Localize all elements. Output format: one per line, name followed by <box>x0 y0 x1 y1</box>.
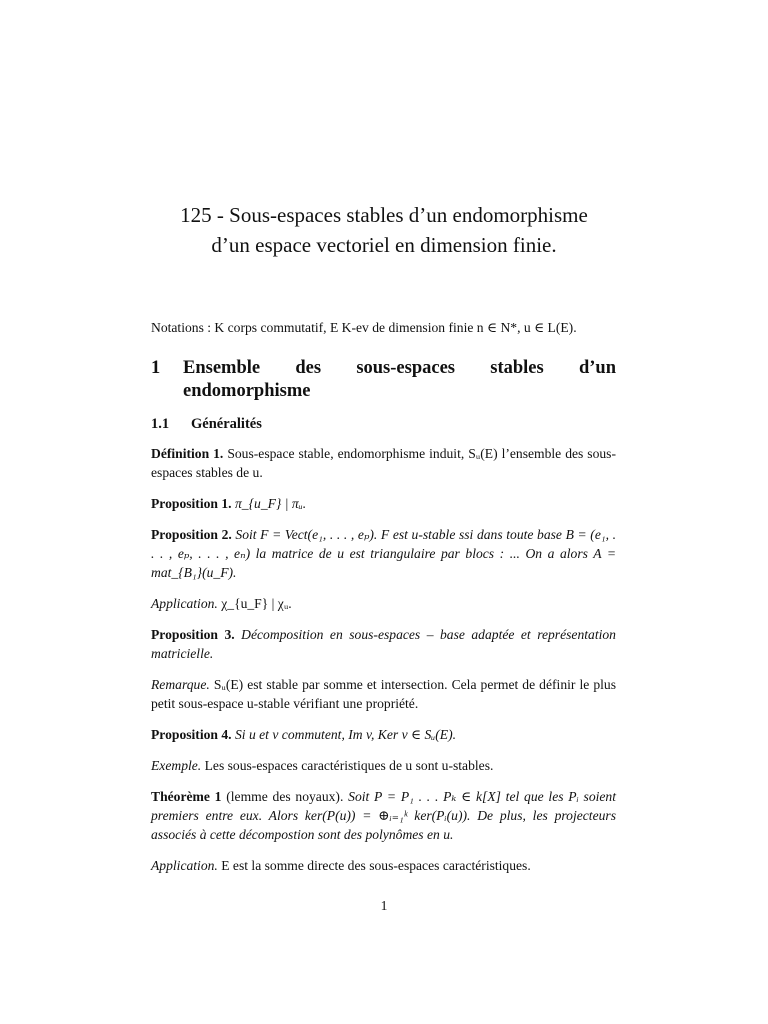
subsection-number: 1.1 <box>151 416 170 432</box>
title-line-1: 125 - Sous-espaces stables d’un endomorphisme <box>180 203 588 227</box>
item-label: Proposition 3. <box>151 627 235 642</box>
item-body: χ_{u_F} | χᵤ. <box>221 596 292 611</box>
proposition-1 <box>151 494 616 513</box>
theorem-1 <box>151 787 616 844</box>
item-body: Soit F = Vect(e₁, . . . , eₚ). F est u-stable ssi dans toute base B = (e₁, . . . , eₚ, . . . , eₙ) la matrice de u est triangulaire par blocs : ... On a alors A = mat_{B₁}(u_F). <box>151 527 616 580</box>
item-label: Exemple. <box>151 758 202 773</box>
item-body: Décomposition en sous-espaces – base adaptée et représentation matricielle. <box>151 627 616 661</box>
item-body: E est la somme directe des sous-espaces caractéristiques. <box>221 858 531 873</box>
proposition-2 <box>151 525 616 582</box>
item-body: Sᵤ(E) est stable par somme et intersection. Cela permet de définir le plus petit sous-espace u-stable vérifiant une propriété. <box>151 677 616 711</box>
application-1 <box>151 594 616 613</box>
remarque <box>151 675 616 713</box>
item-label: Théorème 1 <box>151 789 222 804</box>
title-line-2: d’un espace vectoriel en dimension finie. <box>211 233 557 257</box>
exemple <box>151 756 616 775</box>
proposition-3 <box>151 625 616 663</box>
item-label: Remarque. <box>151 677 210 692</box>
application-2 <box>151 856 616 875</box>
item-body: Soit P = P₁ . . . Pₖ ∈ k[X] tel que les Pᵢ soient premiers entre eux. Alors ker(P(u)) = ⊕ᵢ₌₁ᵏ ker(Pᵢ(u)). De plus, les projecteurs associés à cette décompostion sont des polynômes en u. <box>151 789 616 842</box>
item-label: Définition 1. <box>151 446 224 461</box>
item-label: Proposition 4. <box>151 727 232 742</box>
section-heading <box>151 357 616 403</box>
item-label: Application. <box>151 858 218 873</box>
item-label: Application. <box>151 596 218 611</box>
document-body <box>151 318 616 887</box>
item-label: Proposition 2. <box>151 527 232 542</box>
item-note: (lemme des noyaux). <box>226 789 344 804</box>
page-number: 1 <box>380 898 388 913</box>
item-body: Si u et v commutent, Im v, Ker v ∈ Sᵤ(E). <box>234 727 457 742</box>
section-title: Ensemble des sous-espaces stables d’un endomorphisme <box>183 358 616 401</box>
subsection-heading <box>151 415 616 434</box>
item-body: Les sous-espaces caractéristiques de u sont u-stables. <box>204 758 494 773</box>
section-number: 1 <box>151 358 161 378</box>
document-title <box>120 200 648 260</box>
subsection-title: Généralités <box>191 416 262 432</box>
item-body: π_{u_F} | πᵤ. <box>234 496 307 511</box>
definition-1 <box>151 444 616 482</box>
proposition-4 <box>151 725 616 744</box>
notations-paragraph: Notations : K corps commutatif, E K-ev de dimension finie n ∈ N*, u ∈ L(E). <box>151 320 577 335</box>
item-body: Sous-espace stable, endomorphisme induit, Sᵤ(E) l’ensemble des sous-espaces stables de u. <box>151 446 616 480</box>
item-label: Proposition 1. <box>151 496 232 511</box>
